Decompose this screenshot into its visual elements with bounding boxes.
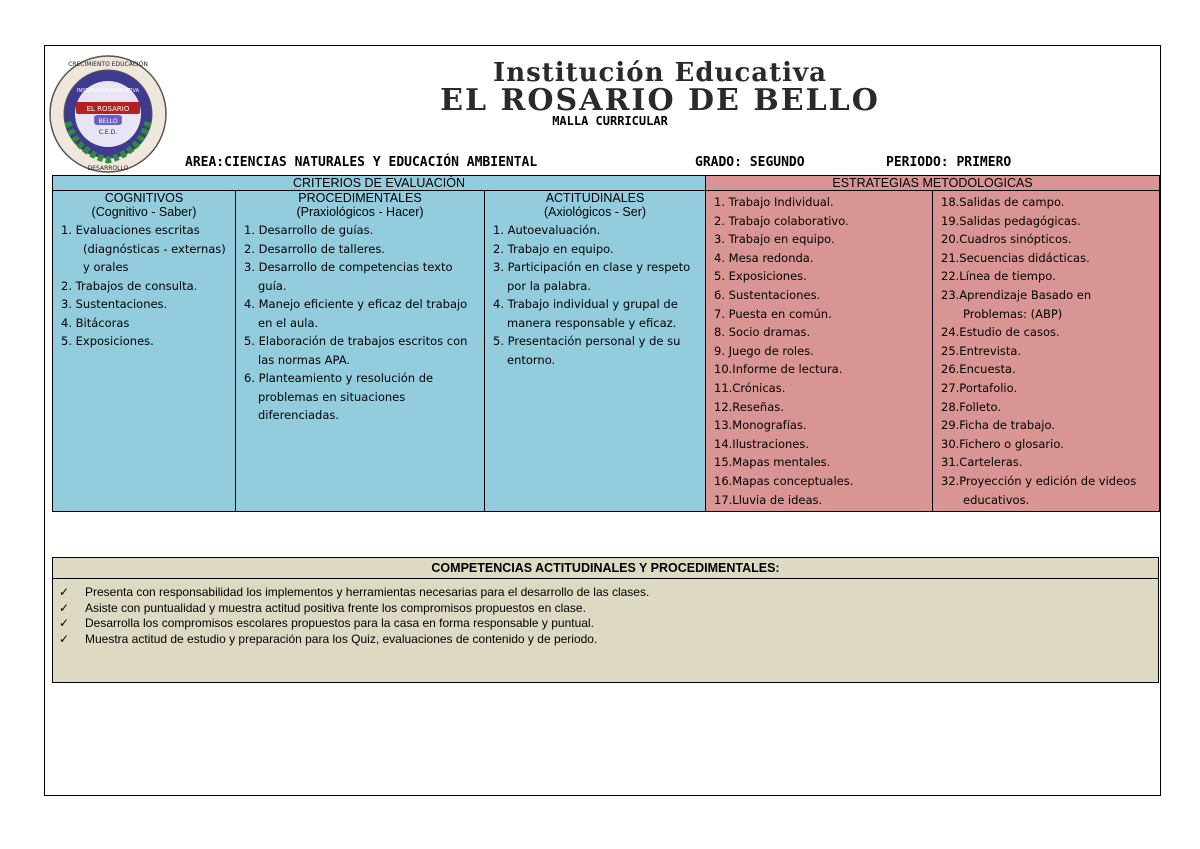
competency-text: Muestra actitud de estudio y preparación para los Quiz, evaluaciones de contenido y de periodo. [85,631,598,646]
list-item [59,616,1158,632]
column-title: PROCEDIMENTALES [298,191,422,205]
cognitive-list [53,219,235,353]
list-item: 21.Secuencias didácticas. [941,250,1090,265]
column-title: ACTITUDINALES [545,191,645,205]
strategies-right-column [933,191,1160,512]
grade-label: GRADO: SEGUNDO [695,155,805,170]
list-item: 4. Trabajo individual y grupal de manera responsable y eficaz. [493,297,678,330]
competencies-list [53,585,1158,647]
list-item: 7. Puesta en común. [714,306,832,321]
list-item [59,601,1158,617]
list-item: 1. Evaluaciones escritas (diagnósticas - externas) y orales [61,223,226,274]
list-item: 19.Salidas pedagógicas. [941,213,1081,228]
cognitive-column [53,191,236,512]
logo-ced-text: C.E.D. [98,129,118,136]
attitudinal-list [485,219,705,371]
list-item: 17.Lluvia de ideas. [714,492,823,507]
column-subtitle: (Axiológicos - Ser) [543,205,647,219]
check-icon: ✓ [59,585,70,599]
procedural-list [236,219,484,427]
school-logo [46,52,170,176]
logo-city-text: BELLO [98,118,118,125]
competency-text: Presenta con responsabilidad los implementos y herramientas necesarias para el desarrollo de las clases. [85,585,650,599]
list-item: 8. Socio dramas. [714,325,811,340]
list-item: 4. Mesa redonda. [714,250,814,265]
competency-text: Desarrolla los compromisos escolares propuestos para la casa en forma responsable y puntual. [85,616,594,630]
criteria-section-title: CRITERIOS DE EVALUACIÓN [53,176,706,191]
check-icon: ✓ [59,616,70,630]
list-item: 27.Portafolio. [941,380,1018,395]
list-item [59,632,1158,648]
list-item: 3. Sustentaciones. [61,297,168,311]
column-subtitle: (Cognitivo - Saber) [91,205,197,219]
list-item: 3. Desarrollo de competencias texto guía. [244,260,453,293]
column-title: COGNITIVOS [104,191,184,205]
list-item [59,585,1158,601]
strategies-section-title: ESTRATEGIAS METODOLOGICAS [706,176,1160,191]
list-item: 6. Planteamiento y resolución de problemas en situaciones diferenciadas. [244,371,434,422]
list-item: 23.Aprendizaje Basado en Problemas: (ABP) [941,287,1092,321]
strategies-left-column [706,191,933,512]
logo-banner-text: EL ROSARIO [86,105,130,113]
list-item: 11.Crónicas. [714,380,786,395]
logo-bottom-text: DESARROLLO [87,165,129,172]
attitudinal-column [485,191,706,512]
list-item: 12.Reseñas. [714,399,784,414]
list-item: 2. Trabajos de consulta. [61,278,198,293]
list-item: 15.Mapas mentales. [714,455,831,470]
list-item: 24.Estudio de casos. [941,325,1060,340]
list-item: 20.Cuadros sinópticos. [941,232,1072,247]
check-icon: ✓ [59,631,70,646]
check-icon: ✓ [59,600,70,615]
list-item: 1. Autoevaluación. [493,223,601,237]
list-item: 2. Desarrollo de talleres. [244,241,385,256]
list-item: 18.Salidas de campo. [941,195,1065,209]
strategies-right-list [933,191,1159,511]
list-item: 28.Folleto. [941,399,1002,414]
logo-ring-text: CRECIMIENTO EDUCACIÓN [68,61,148,68]
competencies-box [52,557,1159,683]
list-item: 5. Exposiciones. [61,334,154,348]
list-item: 10.Informe de lectura. [714,362,843,377]
list-item: 30.Fichero o glosario. [941,436,1064,451]
list-item: 2. Trabajo en equipo. [493,241,614,256]
list-item: 9. Juego de roles. [714,343,814,358]
list-item: 5. Elaboración de trabajos escritos con las normas APA. [244,334,468,367]
curriculum-table [52,175,1160,512]
list-item: 5. Presentación personal y de su entorno. [493,334,681,367]
institution-line2: EL ROSARIO DE BELLO [440,83,880,118]
list-item: 4. Bitácoras [61,315,130,330]
list-item: 26.Encuesta. [941,362,1016,377]
document-type: MALLA CURRICULAR [552,114,668,128]
list-item: 29.Ficha de trabajo. [941,418,1055,433]
institution-line1: Institución Educativa [493,58,827,88]
list-item: 22.Línea de tiempo. [941,269,1056,284]
list-item: 2. Trabajo colaborativo. [714,213,849,228]
list-item: 6. Sustentaciones. [714,287,821,302]
area-label: AREA:CIENCIAS NATURALES Y EDUCACIÓN AMBIENTAL [185,155,538,170]
list-item: 3. Trabajo en equipo. [714,232,835,247]
list-item: 3. Participación en clase y respeto por la palabra. [493,260,691,293]
list-item: 16.Mapas conceptuales. [714,473,854,488]
list-item: 4. Manejo eficiente y eficaz del trabajo en el aula. [244,297,468,330]
list-item: 25.Entrevista. [941,343,1022,358]
institution-name [330,60,990,116]
strategies-left-list [706,191,932,511]
period-label: PERIODO: PRIMERO [886,155,1012,170]
list-item: 13.Monografías. [714,418,807,433]
column-subtitle: (Praxiológicos - Hacer) [296,205,424,219]
list-item: 31.Carteleras. [941,455,1023,470]
competencies-title: COMPETENCIAS ACTITUDINALES Y PROCEDIMENTALES: [53,558,1158,579]
list-item: 1. Desarrollo de guías. [244,223,374,237]
procedural-column [236,191,485,512]
list-item: 5. Exposiciones. [714,269,807,284]
list-item: 32.Proyección y edición de videos educativos. [941,473,1137,507]
list-item: 14.Ilustraciones. [714,436,810,451]
logo-inner-text: INSTITUCIÓN EDUCATIVA [76,88,140,94]
list-item: 1. Trabajo Individual. [714,195,834,209]
competency-text: Asiste con puntualidad y muestra actitud positiva frente los compromisos propuestos en clase. [85,600,586,615]
